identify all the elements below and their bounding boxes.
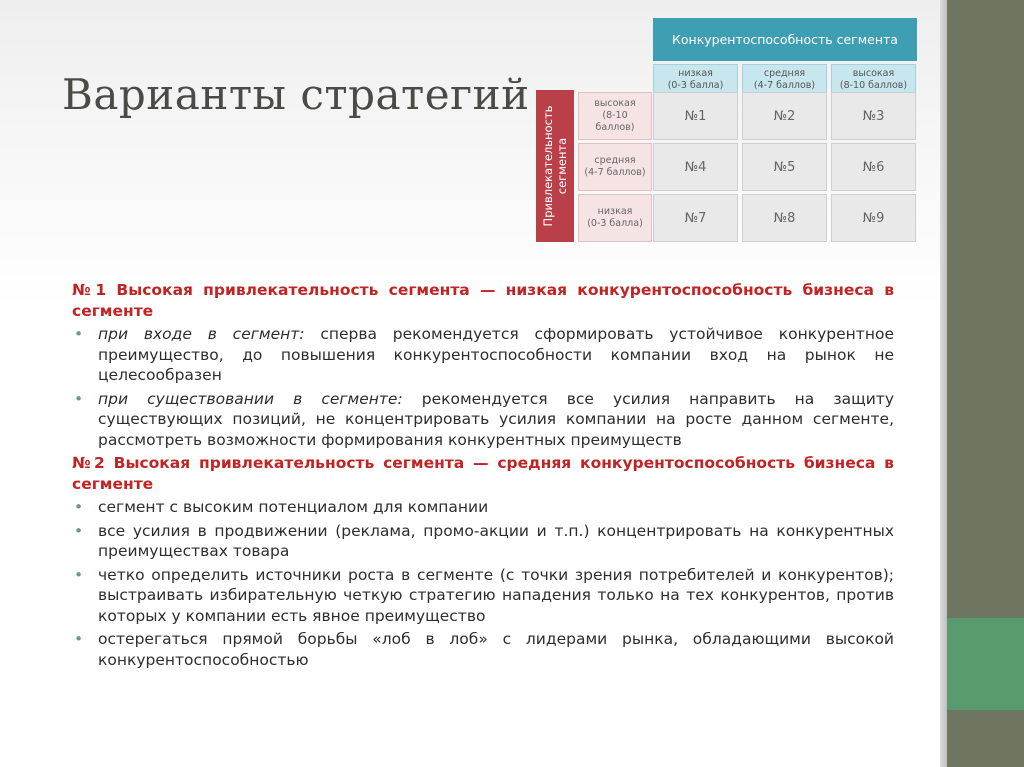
bullet-icon: •	[74, 325, 84, 343]
list-item	[72, 521, 894, 562]
attractiveness-row-medium	[578, 143, 652, 191]
section-heading-1: №1 Высокая привлекательность сегмента — низкая конкурентоспособность бизнеса в сегменте	[72, 281, 894, 320]
row-label-line: низкая	[597, 206, 633, 217]
bullet-text: сперва рекомендуется сформировать устойчивое конкурентное преимущество, до повышения конкурентоспособности компании вход на рынок не целесообразен	[98, 325, 894, 384]
bullet-text: все усилия в продвижении (реклама, промо-акции и т.п.) концентрировать на конкурентных преимуществах товара	[98, 521, 894, 560]
col-label-line: низкая	[678, 68, 713, 79]
list-item	[72, 629, 894, 670]
bullet-icon: •	[74, 630, 84, 648]
axis-label-line: Привлекательность	[541, 105, 555, 227]
slide-body	[72, 280, 894, 673]
attractiveness-axis-label	[541, 91, 569, 241]
col-label-line: средняя	[763, 68, 806, 79]
matrix-cell-8: №8	[742, 194, 827, 242]
attractiveness-row-low	[578, 194, 652, 242]
bullet-icon: •	[74, 389, 84, 408]
col-label-line: (0-3 балла)	[667, 80, 724, 91]
col-label-line: высокая	[852, 68, 895, 79]
axis-label-line: сегмента	[555, 137, 569, 195]
row-label-line: (4-7 баллов)	[584, 167, 646, 178]
matrix-cell-3: №3	[831, 92, 916, 140]
matrix-cell-1: №1	[653, 92, 738, 140]
row-label-line: высокая	[594, 98, 636, 109]
row-label-line: баллов)	[595, 122, 635, 133]
bullet-text: четко определить источники роста в сегменте (с точки зрения потребителей и конкурентов); выстраивать избирательную четкую стратегию нападения только на тех конкурентов, против которых у компании есть явное преимущество	[98, 565, 894, 625]
slide-edge-shadow	[940, 0, 947, 767]
list-item	[72, 324, 894, 386]
section-heading-2: №2 Высокая привлекательность сегмента — средняя конкурентоспособность бизнеса в сегменте	[72, 454, 894, 493]
bullet-lead: при существовании в сегменте:	[98, 389, 403, 408]
attractiveness-axis	[536, 90, 574, 242]
matrix-cell-2: №2	[742, 92, 827, 140]
competitiveness-header: Конкурентоспособность сегмента	[653, 18, 917, 61]
col-label-line: (4-7 баллов)	[753, 80, 816, 91]
matrix-cell-6: №6	[831, 143, 916, 191]
bullet-text: сегмент с высоким потенциалом для компании	[98, 498, 489, 516]
matrix-cell-9: №9	[831, 194, 916, 242]
list-item	[72, 565, 894, 627]
attractiveness-row-high	[578, 92, 652, 140]
list-item	[72, 389, 894, 451]
bullet-text: рекомендуется все усилия направить на защиту существующих позиций, не концентрировать усилия компании на росте данном сегменте, рассмотреть возможности формирования конкурентных преимуществ	[98, 389, 894, 449]
matrix-cell-5: №5	[742, 143, 827, 191]
matrix-cell-7: №7	[653, 194, 738, 242]
matrix-cell-4: №4	[653, 143, 738, 191]
bullet-icon: •	[74, 498, 84, 516]
strategy-matrix	[528, 14, 918, 242]
list-item	[72, 497, 894, 518]
row-label-line: (8-10	[602, 110, 628, 121]
col-label-line: (8-10 баллов)	[839, 80, 908, 91]
bullet-icon: •	[74, 565, 84, 584]
row-label-line: (0-3 балла)	[587, 218, 643, 229]
bullet-lead: при входе в сегмент:	[98, 325, 305, 343]
bullet-icon: •	[74, 521, 84, 540]
row-label-line: средняя	[594, 155, 636, 166]
side-panel-accent	[947, 618, 1024, 710]
slide-title: Варианты стратегий	[62, 70, 530, 119]
bullet-text: остерегаться прямой борьбы «лоб в лоб» с лидерами рынка, обладающими высокой конкурентоспособностью	[98, 630, 894, 669]
